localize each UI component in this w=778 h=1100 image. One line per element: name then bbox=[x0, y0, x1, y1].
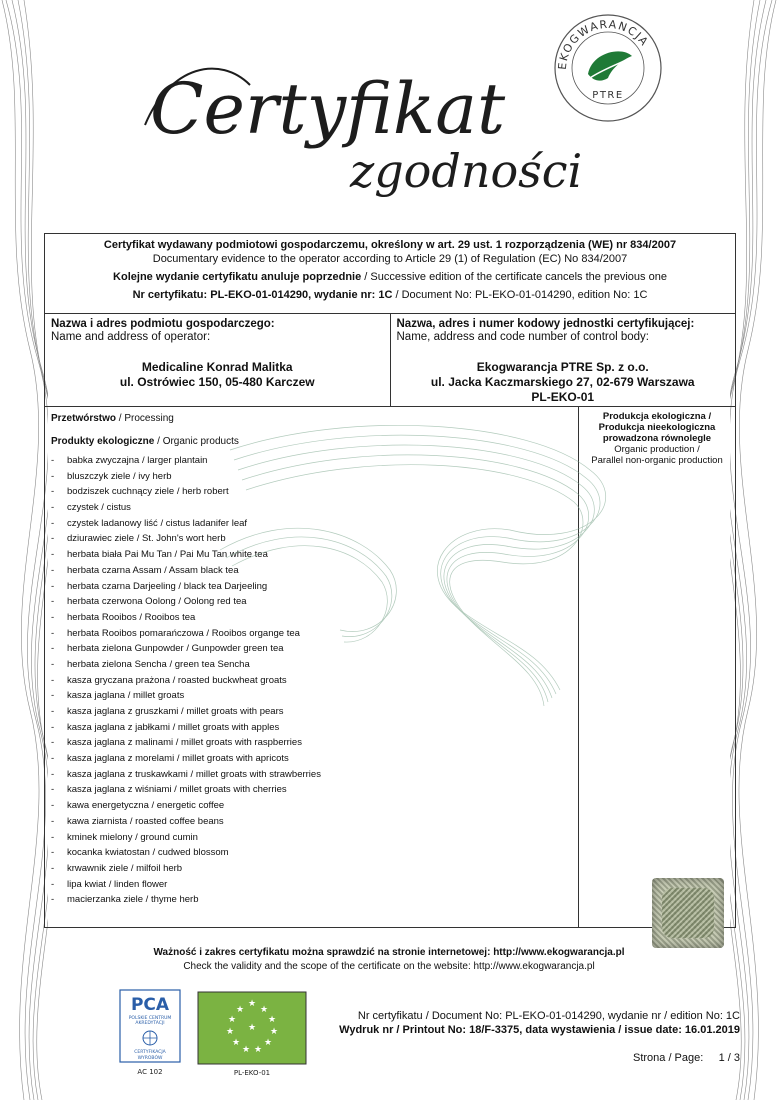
list-bullet: - bbox=[51, 517, 55, 529]
products-section bbox=[45, 407, 735, 928]
list-bullet: - bbox=[51, 611, 55, 623]
product-name: kminek mielony / ground cumin bbox=[67, 831, 198, 843]
list-item bbox=[51, 500, 572, 516]
list-item bbox=[51, 861, 572, 877]
list-item bbox=[51, 845, 572, 861]
control-body-name: Ekogwarancja PTRE Sp. z o.o. bbox=[476, 360, 649, 374]
list-bullet: - bbox=[51, 768, 55, 780]
operator-name: Medicaline Konrad Malitka bbox=[141, 360, 293, 374]
header-line4-bold: Nr certyfikatu: PL-EKO-01-014290, wydanie nr: 1C bbox=[132, 289, 393, 301]
svg-text:★: ★ bbox=[263, 1037, 273, 1047]
list-bullet: - bbox=[51, 596, 55, 608]
list-bullet: - bbox=[51, 878, 55, 890]
header-line4-rest: / Document No: PL-EKO-01-014290, edition No: 1C bbox=[392, 289, 648, 301]
product-name: bluszczyk ziele / ivy herb bbox=[67, 470, 172, 482]
operator-address: ul. Ostrówiec 150, 05-480 Karczew bbox=[119, 375, 315, 389]
product-name: herbata zielona Sencha / green tea Sencha bbox=[67, 658, 250, 670]
product-name: dziurawiec ziele / St. John's wort herb bbox=[67, 533, 226, 545]
validity-note bbox=[0, 946, 778, 974]
product-name: kasza jaglana z morelami / millet groats with apricots bbox=[67, 753, 289, 765]
document-footer bbox=[320, 1009, 740, 1065]
list-item bbox=[51, 877, 572, 893]
list-bullet: - bbox=[51, 627, 55, 639]
control-body-label-bold: Nazwa, adres i numer kodowy jednostki certyfikującej: bbox=[396, 318, 695, 330]
list-item bbox=[51, 594, 572, 610]
pca-sub3: CERTYFIKACJA bbox=[134, 1050, 166, 1055]
svg-text:★: ★ bbox=[267, 1014, 277, 1024]
eu-logo-caption: PL-EKO-01 bbox=[233, 1069, 271, 1077]
badge-bottom-text: PTRE bbox=[592, 90, 624, 101]
list-bullet: - bbox=[51, 690, 55, 702]
side-note-line4: Organic production / bbox=[614, 444, 700, 455]
list-item bbox=[51, 657, 572, 673]
list-bullet: - bbox=[51, 706, 55, 717]
list-bullet: - bbox=[51, 815, 55, 827]
list-bullet: - bbox=[51, 580, 55, 592]
operator-cell bbox=[45, 314, 391, 406]
processing-label-rest: / Processing bbox=[116, 413, 174, 424]
certificate-header bbox=[45, 234, 735, 314]
header-line3-rest: / Successive edition of the certificate cancels the previous one bbox=[361, 271, 667, 283]
svg-text:★: ★ bbox=[247, 1022, 257, 1032]
list-item bbox=[51, 453, 572, 469]
product-name: kasza jaglana / millet groats bbox=[67, 690, 185, 702]
list-item bbox=[51, 751, 572, 767]
pca-accreditation-logo bbox=[118, 988, 182, 1080]
product-name: kasza jaglana z truskawkami / millet groats with strawberries bbox=[67, 768, 321, 780]
list-bullet: - bbox=[51, 564, 55, 576]
title-line1: Certyfikat bbox=[150, 68, 506, 150]
list-bullet: - bbox=[51, 658, 55, 670]
product-name: herbata Rooibos / Rooibos tea bbox=[67, 611, 196, 623]
title-line2: zgodności bbox=[350, 144, 583, 198]
product-name: bodziszek cuchnący ziele / herb robert bbox=[67, 486, 229, 498]
list-bullet: - bbox=[51, 784, 55, 796]
list-bullet: - bbox=[51, 831, 55, 843]
list-bullet: - bbox=[51, 737, 55, 749]
validity-line1: Ważność i zakres certyfikatu można sprawdzić na stronie internetowej: http://www.ekogwarancja.pl bbox=[153, 947, 625, 958]
product-name: czystek ladanowy liść / cistus ladanifer leaf bbox=[67, 517, 248, 529]
list-item bbox=[51, 735, 572, 751]
product-name: herbata czerwona Oolong / Oolong red tea bbox=[67, 596, 247, 608]
list-bullet: - bbox=[51, 847, 55, 859]
product-name: kawa energetyczna / energetic coffee bbox=[67, 800, 225, 812]
operator-label-bold: Nazwa i adres podmiotu gospodarczego: bbox=[51, 318, 275, 330]
product-name: lipa kwiat / linden flower bbox=[67, 878, 168, 890]
list-item bbox=[51, 469, 572, 485]
list-item bbox=[51, 720, 572, 736]
list-bullet: - bbox=[51, 753, 55, 765]
list-item bbox=[51, 704, 572, 720]
production-type-cell bbox=[579, 407, 735, 928]
list-item bbox=[51, 531, 572, 547]
certificate-box bbox=[44, 233, 736, 928]
list-bullet: - bbox=[51, 721, 55, 733]
svg-text:★: ★ bbox=[247, 998, 257, 1008]
list-item bbox=[51, 579, 572, 595]
list-bullet: - bbox=[51, 674, 55, 686]
control-body-code: PL-EKO-01 bbox=[531, 390, 595, 404]
list-item bbox=[51, 626, 572, 642]
badge-top-text: EKOGWARANCJA bbox=[555, 17, 652, 71]
eu-organic-logo bbox=[196, 990, 308, 1078]
pca-code: AC 102 bbox=[137, 1068, 163, 1076]
side-note-line5: Parallel non-organic production bbox=[591, 455, 723, 466]
product-name: czystek / cistus bbox=[67, 502, 131, 514]
left-guilloche-border bbox=[0, 0, 48, 1100]
list-bullet: - bbox=[51, 643, 55, 655]
list-item bbox=[51, 673, 572, 689]
product-name: herbata biała Pai Mu Tan / Pai Mu Tan white tea bbox=[67, 549, 268, 561]
svg-text:★: ★ bbox=[235, 1004, 245, 1014]
product-name: herbata Rooibos pomarańczowa / Rooibos organge tea bbox=[67, 627, 300, 639]
product-list bbox=[51, 453, 572, 908]
organic-label-rest: / Organic products bbox=[154, 436, 239, 447]
svg-text:★: ★ bbox=[253, 1044, 263, 1054]
side-note-bold2: Produkcja nieekologiczna bbox=[598, 422, 716, 433]
list-item bbox=[51, 688, 572, 704]
pca-sub2: AKREDYTACJI bbox=[135, 1021, 165, 1026]
list-item bbox=[51, 563, 572, 579]
product-name: herbata czarna Assam / Assam black tea bbox=[67, 564, 239, 576]
processing-label-bold: Przetwórstwo bbox=[51, 413, 117, 424]
product-name: babka zwyczajna / larger plantain bbox=[67, 455, 208, 466]
list-bullet: - bbox=[51, 862, 55, 874]
pca-text: PCA bbox=[130, 995, 170, 1015]
product-name: herbata czarna Darjeeling / black tea Darjeeling bbox=[67, 580, 268, 592]
list-item bbox=[51, 547, 572, 563]
list-item bbox=[51, 767, 572, 783]
svg-text:★: ★ bbox=[231, 1037, 241, 1047]
svg-text:★: ★ bbox=[225, 1026, 235, 1036]
product-name: kawa ziarnista / roasted coffee beans bbox=[67, 815, 224, 827]
product-name: kasza jaglana z wiśniami / millet groats with cherries bbox=[67, 784, 287, 796]
list-item bbox=[51, 892, 572, 908]
parties-row bbox=[45, 314, 735, 407]
header-line2: Documentary evidence to the operator according to Article 29 (1) of Regulation (EC) No 834/2007 bbox=[152, 253, 628, 265]
header-line1: Certyfikat wydawany podmiotowi gospodarczemu, określony w art. 29 ust. 1 rozporządzenia (WE) nr 834/2007 bbox=[103, 239, 677, 251]
pca-sub1: POLSKIE CENTRUM bbox=[128, 1016, 172, 1021]
header-line3-bold: Kolejne wydanie certyfikatu anuluje poprzednie bbox=[113, 271, 362, 283]
page-label: Strona / Page: bbox=[632, 1052, 704, 1064]
organic-label-bold: Produkty ekologiczne bbox=[51, 436, 155, 447]
validity-line2: Check the validity and the scope of the certificate on the website: http://www.ekogwarancja.pl bbox=[183, 961, 595, 972]
pca-sub4: WYROBÓW bbox=[137, 1056, 163, 1061]
ekogwarancja-badge bbox=[552, 12, 664, 124]
list-item bbox=[51, 814, 572, 830]
list-item bbox=[51, 830, 572, 846]
list-item bbox=[51, 484, 572, 500]
svg-text:★: ★ bbox=[269, 1026, 279, 1036]
control-body-address: ul. Jacka Kaczmarskiego 27, 02-679 Warszawa bbox=[430, 375, 695, 389]
products-main-cell bbox=[45, 407, 579, 928]
footer-line1: Nr certyfikatu / Document No: PL-EKO-01-014290, wydanie nr / edition No: 1C bbox=[357, 1010, 740, 1022]
side-note-bold3: prowadzona równolegle bbox=[602, 433, 712, 444]
list-bullet: - bbox=[51, 549, 55, 561]
list-bullet: - bbox=[51, 533, 55, 545]
list-bullet: - bbox=[51, 894, 55, 906]
list-item bbox=[51, 610, 572, 626]
footer-line2: Wydruk nr / Printout No: 18/F-3375, data wystawienia / issue date: 16.01.2019 bbox=[339, 1024, 740, 1036]
operator-label: Name and address of operator: bbox=[51, 331, 211, 343]
side-note-bold1: Produkcja ekologiczna / bbox=[602, 411, 712, 422]
list-item bbox=[51, 516, 572, 532]
page-number: 1 / 3 bbox=[718, 1052, 740, 1064]
svg-text:★: ★ bbox=[259, 1004, 269, 1014]
product-name: kasza jaglana z gruszkami / millet groats with pears bbox=[67, 706, 284, 717]
list-item bbox=[51, 782, 572, 798]
product-name: kasza jaglana z malinami / millet groats with raspberries bbox=[67, 737, 302, 749]
product-name: kasza jaglana z jabłkami / millet groats with apples bbox=[67, 721, 280, 733]
list-bullet: - bbox=[51, 486, 55, 498]
list-bullet: - bbox=[51, 502, 55, 514]
hologram-sticker bbox=[652, 878, 724, 948]
list-bullet: - bbox=[51, 455, 55, 466]
control-body-label: Name, address and code number of control body: bbox=[396, 331, 650, 343]
svg-text:★: ★ bbox=[227, 1014, 237, 1024]
right-guilloche-border bbox=[730, 0, 778, 1100]
svg-text:★: ★ bbox=[241, 1044, 251, 1054]
product-name: kocanka kwiatostan / cudwed blossom bbox=[67, 847, 229, 859]
product-name: kasza gryczana prażona / roasted buckwheat groats bbox=[67, 674, 287, 686]
list-item bbox=[51, 641, 572, 657]
product-name: macierzanka ziele / thyme herb bbox=[67, 894, 199, 906]
list-bullet: - bbox=[51, 470, 55, 482]
product-name: herbata zielona Gunpowder / Gunpowder green tea bbox=[67, 643, 284, 655]
product-name: krwawnik ziele / milfoil herb bbox=[67, 862, 183, 874]
list-item bbox=[51, 798, 572, 814]
list-bullet: - bbox=[51, 800, 55, 812]
control-body-cell bbox=[391, 314, 736, 406]
